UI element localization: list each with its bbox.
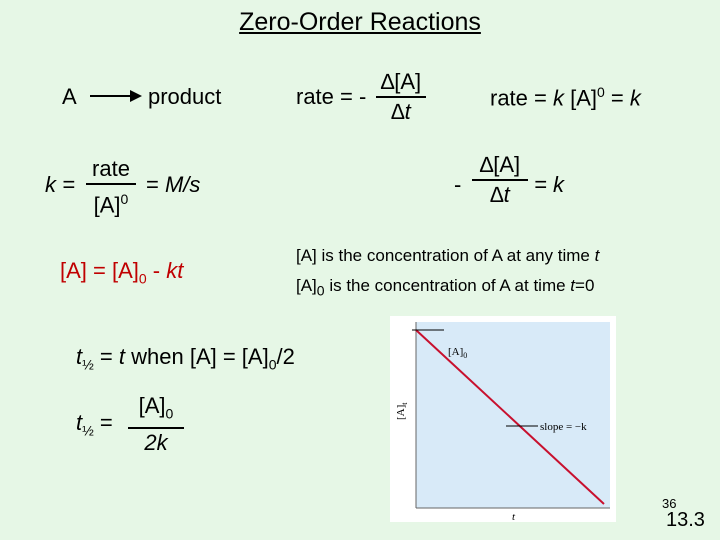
rate-def-denominator: ∆t bbox=[391, 99, 411, 124]
slope-label: slope = −k bbox=[540, 421, 587, 433]
neg-deriv-fraction bbox=[472, 153, 528, 207]
graph-plot-area bbox=[416, 322, 610, 508]
product-label: product bbox=[148, 84, 222, 109]
y-axis-label: $[A]_t$ bbox=[395, 402, 409, 420]
intercept-label: $[A]_0$ bbox=[448, 346, 468, 360]
definition-line-2: $[A]_0$ is the concentration of A at time t=0 bbox=[296, 276, 595, 299]
rate-definition-lhs: rate = - bbox=[296, 84, 367, 109]
reaction-arrow-icon bbox=[88, 88, 144, 104]
fraction-bar bbox=[86, 183, 136, 185]
rate-law-text: rate = bbox=[490, 85, 553, 111]
definition-line-1: [A] is the concentration of A at any time t bbox=[296, 246, 600, 265]
fraction-bar bbox=[472, 179, 528, 181]
neg-sign: - bbox=[454, 172, 462, 197]
rate-law-exponent: 0 bbox=[597, 84, 605, 100]
half-life-fraction bbox=[128, 394, 184, 455]
rate-law-eq: = bbox=[604, 85, 630, 111]
rate-def-numerator: ∆[A] bbox=[380, 69, 422, 94]
k-formula-rhs: = M/s bbox=[146, 172, 201, 197]
neg-deriv-rhs: = k bbox=[534, 172, 564, 197]
neg-deriv-numerator: ∆[A] bbox=[479, 152, 521, 177]
k-formula-numerator: rate bbox=[92, 156, 130, 181]
integrated-rate-law: $[A] = [A]_0$ - kt bbox=[60, 258, 184, 287]
rate-law-k: k bbox=[552, 85, 564, 111]
fraction-bar bbox=[376, 96, 426, 98]
page-number: 36 bbox=[662, 496, 677, 511]
rate-law bbox=[490, 84, 641, 111]
half-life-numerator: $[A]_0$ bbox=[138, 393, 174, 422]
concentration-time-graph bbox=[390, 316, 616, 522]
fraction-bar bbox=[128, 427, 184, 429]
rate-definition-fraction bbox=[376, 70, 426, 124]
neg-deriv-denominator: ∆t bbox=[490, 182, 510, 207]
rate-law-conc: [A] bbox=[563, 85, 597, 111]
k-formula-fraction bbox=[86, 157, 136, 217]
reactant-label: A bbox=[62, 84, 77, 109]
x-axis-label: t bbox=[512, 511, 516, 522]
k-formula-lhs: k = bbox=[45, 172, 75, 197]
k-formula-denominator: $[A]^0$ bbox=[93, 191, 129, 218]
page-title: Zero-Order Reactions bbox=[239, 8, 481, 36]
section-number: 13.3 bbox=[666, 509, 705, 531]
rate-law-k2: k bbox=[629, 85, 641, 111]
half-life-definition: $t_{\frac{1}{2}} = t$ when $[A] = [A]_0/2$ bbox=[76, 344, 295, 373]
half-life-denominator: 2k bbox=[144, 430, 168, 456]
half-life-lhs: $t_{\frac{1}{2}}$ = bbox=[76, 410, 113, 439]
